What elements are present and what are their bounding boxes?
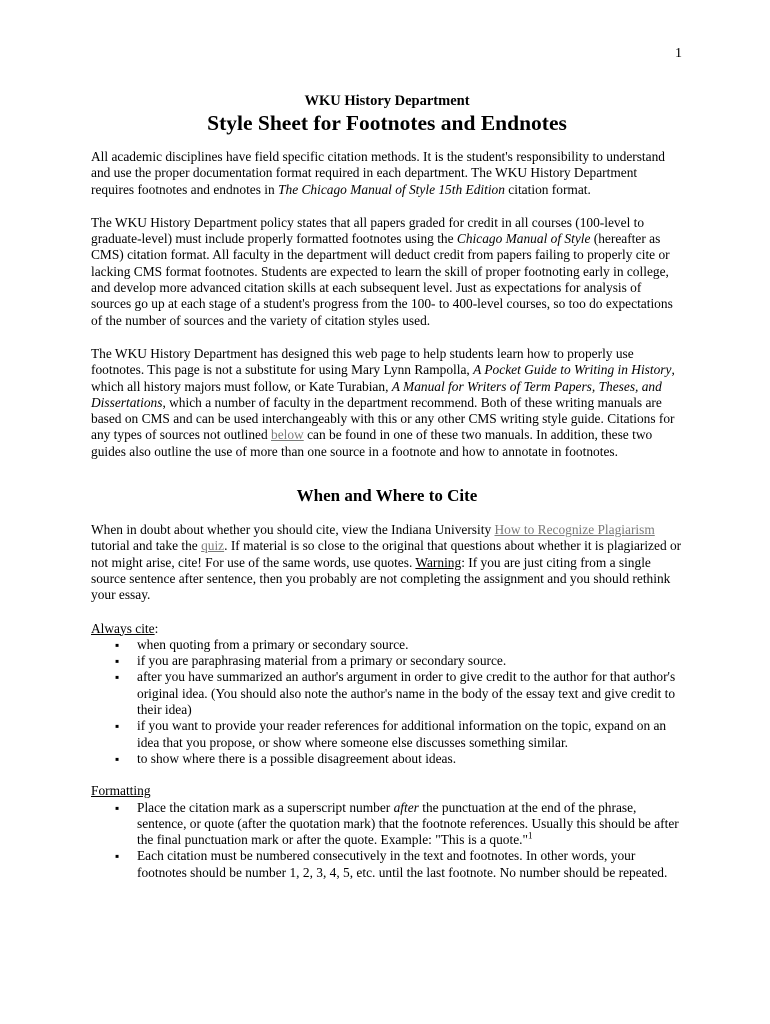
department-heading: WKU History Department bbox=[304, 93, 470, 109]
document-body bbox=[91, 92, 683, 897]
list-item: ▪ after you have summarized an author's argument in order to give credit to the author for that author's original idea. (You should also note the author's name in the body of the essay text and give credit to their idea) bbox=[137, 669, 683, 718]
below-link[interactable]: below bbox=[271, 427, 304, 443]
rampolla-book-title: A Pocket Guide to Writing in History bbox=[473, 362, 672, 378]
list-item: ▪ to show where there is a possible disagreement about ideas. bbox=[137, 751, 683, 767]
intro-paragraph-3: The WKU History Department has designed this web page to help students learn how to properly use footnotes. This page is not a substitute for using Mary Lynn Rampolla, A Pocket Guide to Writing in History, which all history majors must follow, or Kate Turabian, A Manual for Writers of Term Papers, Theses, and Dissertations, which a number of faculty in the department recommend. Both of these writing manuals are based on CMS and can be used interchangeably with this or any other CMS writing style guide. Citations for any types of sources not outlined below can be found in one of these two manuals. In addition, these two guides also outline the use of more than one source in a footnote and how to annotate in footnotes. bbox=[91, 345, 675, 459]
plagiarism-tutorial-link[interactable]: How to Recognize Plagiarism bbox=[494, 522, 655, 538]
intro-paragraph-2: The WKU History Department policy states that all papers graded for credit in all courses (100-level to graduate-level) must include properly formatted footnotes using the Chicago Manual of Style (hereafter as CMS) citation format. All faculty in the department will deduct credit from papers failing to properly cite or lacking CMS format footnotes. Students are expected to learn the skill of proper footnoting early in college, and develop more advanced citation skills at each subsequent level. Just as expectations for analysis of sources go up at each stage of a student's progress from the 100- to 400-level courses, so too do expectations of the number of sources and the variety of citation styles used. bbox=[91, 214, 673, 328]
quiz-link[interactable]: quiz bbox=[201, 538, 225, 554]
list-item: ▪ Each citation must be numbered consecutively in the text and footnotes. In other words, your footnotes should be number 1, 2, 3, 4, 5, etc. until the last footnote. No number should be repeated. bbox=[137, 848, 683, 881]
list-item: ▪ if you are paraphrasing material from a primary or secondary source. bbox=[137, 653, 683, 669]
always-cite-list bbox=[91, 637, 683, 767]
plagiarism-paragraph: When in doubt about whether you should cite, view the Indiana University How to Recognize Plagiarism tutorial and take the quiz. If material is so close to the original that questions about whether it is plagiarized or not might arise, cite! For use of the same words, use quotes. Warning: If you are just citing from a single source sentence after sentence, then you probably are not completing the assignment and you should rethink your essay. bbox=[91, 522, 682, 603]
chicago-manual-title: Chicago Manual of Style bbox=[456, 231, 591, 247]
turabian-book-title: A Manual for Writers of Term Papers, Theses, and Dissertations bbox=[91, 378, 662, 410]
list-item: ▪ when quoting from a primary or secondary source. bbox=[137, 637, 683, 653]
list-item: ▪ Place the citation mark as a superscript number after the punctuation at the end of the phrase, sentence, or quote (after the quotation mark) that the footnote references. Usually this should be after the final punctuation mark or after the quote. Example: "This is a quote."$^1$ bbox=[137, 800, 683, 849]
page-number: 1 bbox=[675, 46, 682, 61]
chicago-manual-title: The Chicago Manual of Style 15th Edition bbox=[278, 181, 505, 197]
intro-paragraph-1: All academic disciplines have field specific citation methods. It is the student's responsibility to understand and use the proper documentation format required in each department. The WKU History Department requires footnotes and endnotes in The Chicago Manual of Style 15th Edition citation format. bbox=[91, 149, 665, 197]
always-cite-heading: Always cite: bbox=[91, 620, 159, 636]
section-heading-when-where: When and Where to Cite bbox=[296, 486, 478, 506]
document-title: Style Sheet for Footnotes and Endnotes bbox=[207, 111, 567, 135]
formatting-list bbox=[91, 800, 683, 881]
list-item: ▪ if you want to provide your reader references for additional information on the topic, expand on an idea that you propose, or show where someone else discusses something similar. bbox=[137, 718, 683, 751]
formatting-heading: Formatting bbox=[91, 783, 151, 799]
footnote-superscript: 1 bbox=[527, 830, 533, 841]
warning-label: Warning bbox=[415, 554, 462, 570]
